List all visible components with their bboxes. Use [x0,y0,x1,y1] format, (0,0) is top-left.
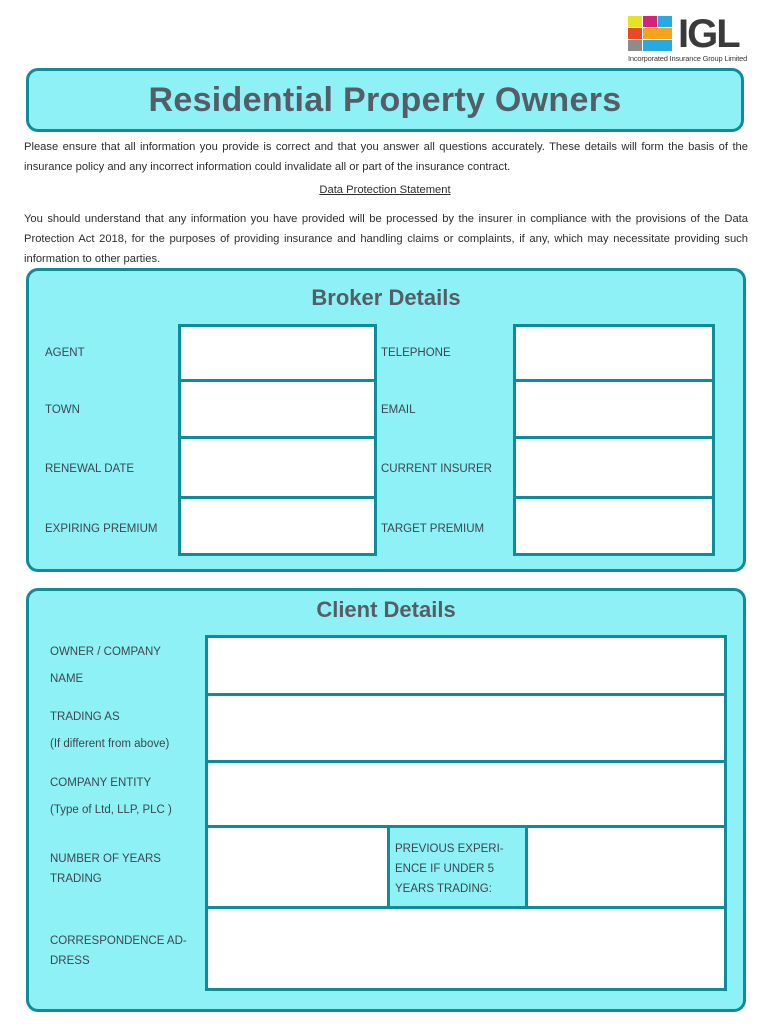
telephone-field[interactable] [513,324,715,382]
renewal-date-field[interactable] [178,436,377,499]
target-premium-field[interactable] [513,496,715,556]
owner-company-name-field[interactable] [205,635,727,696]
data-protection-paragraph: You should understand that any information you have provided will be processed by the insurer in compliance with the provisions of the Data Protection Act 2018, for the purposes of providing insurance and handling claims or complaints, if any, which may necessitate providing such information to other parties. [24,213,748,265]
years-trading-label-line1: NUMBER OF YEARS [50,853,161,865]
expiring-premium-field[interactable] [178,496,377,556]
client-details-title: Client Details [316,597,456,622]
client-details-panel [26,588,746,1012]
previous-experience-label-line1: PREVIOUS EXPERI- [395,843,504,855]
logo-square-grey [628,40,642,51]
owner-name-label-line1: OWNER / COMPANY [50,646,161,658]
trading-as-field[interactable] [205,693,727,763]
years-trading-label-line2: TRADING [50,873,102,885]
years-trading-field[interactable] [205,825,390,909]
email-field[interactable] [513,379,715,439]
page-title: Residential Property Owners [148,80,622,119]
email-label: EMAIL [381,404,416,416]
company-entity-label-line1: COMPANY ENTITY [50,777,152,789]
telephone-label: TELEPHONE [381,347,451,359]
correspondence-address-label-line1: CORRESPONDENCE AD- [50,935,187,947]
expiring-premium-label: EXPIRING PREMIUM [45,523,158,535]
trading-as-label-line2: (If different from above) [50,738,170,750]
logo-square-blue-2 [643,40,672,51]
renewal-date-label: RENEWAL DATE [45,463,135,475]
trading-as-label-line1: TRADING AS [50,711,120,723]
data-protection-heading: Data Protection Statement [319,184,451,196]
current-insurer-field[interactable] [513,436,715,499]
broker-details-panel [26,268,746,572]
current-insurer-label: CURRENT INSURER [381,463,492,475]
logo-square-orange [643,28,672,39]
logo-square-blue [658,16,672,27]
previous-experience-label-line2: ENCE IF UNDER 5 [395,863,495,875]
logo-square-magenta [643,16,657,27]
correspondence-address-label-line2: DRESS [50,955,90,967]
logo-tagline: Incorporated Insurance Group Limited [628,54,748,63]
owner-name-label-line2: NAME [50,673,84,685]
target-premium-label: TARGET PREMIUM [381,523,485,535]
town-label: TOWN [45,404,80,416]
company-entity-field[interactable] [205,760,727,828]
previous-experience-label-line3: YEARS TRADING: [395,883,492,895]
broker-details-title: Broker Details [311,285,461,310]
title-banner [26,68,744,132]
logo-wordmark: IGL [678,12,739,56]
agent-label: AGENT [45,347,85,359]
logo-square-yellow [628,16,642,27]
company-logo [628,14,750,66]
logo-square-red [628,28,642,39]
agent-field[interactable] [178,324,377,382]
previous-experience-field[interactable] [525,825,727,909]
correspondence-address-field[interactable] [205,906,727,991]
town-field[interactable] [178,379,377,439]
intro-paragraph: Please ensure that all information you provide is correct and that you answer all questions accurately. These details will form the basis of the insurance policy and any incorrect information could invalidate all or part of the insurance contract. [24,141,748,173]
company-entity-label-line2: (Type of Ltd, LLP, PLC ) [50,804,172,816]
